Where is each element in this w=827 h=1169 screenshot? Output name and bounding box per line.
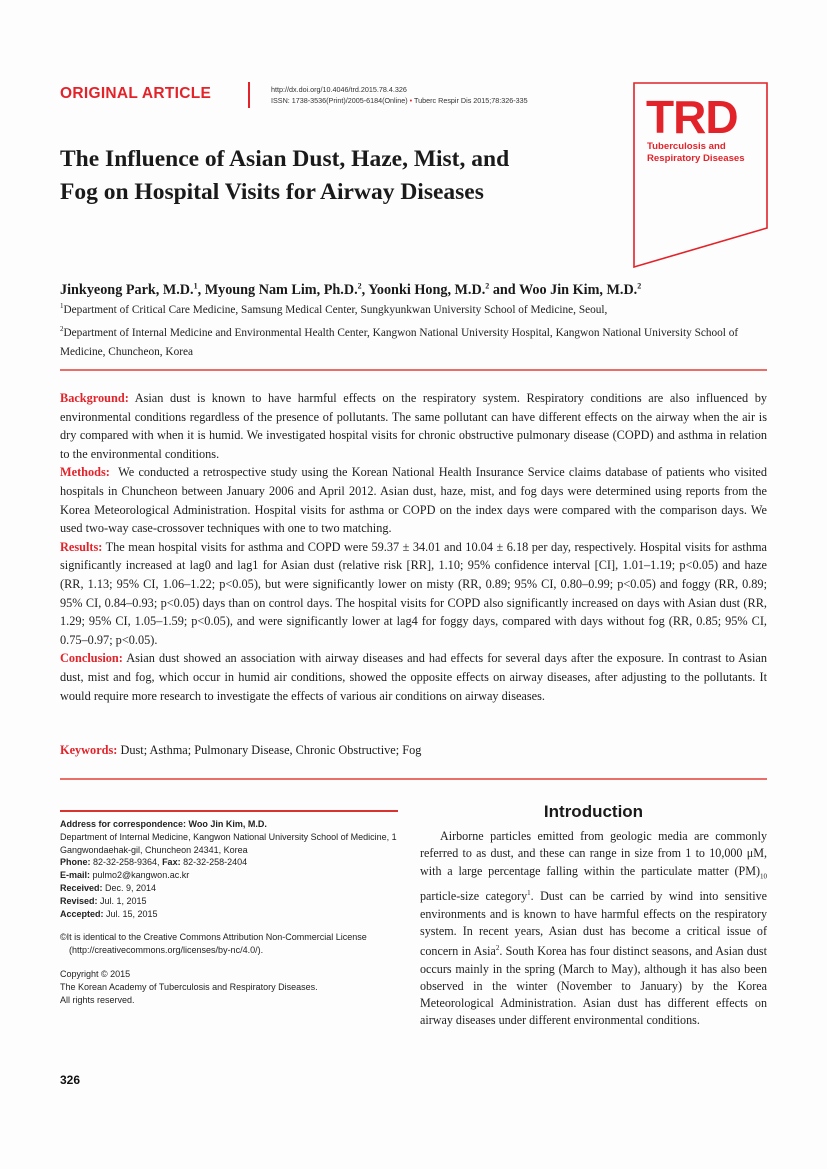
affiliation: $^1$Department of Critical Care Medicine, Samsung Medical Center, Sungkyunkwan University School of Medicine, Seoul,: [60, 302, 608, 316]
section-heading-introduction: Introduction: [543, 802, 644, 821]
citation-block: [271, 84, 528, 106]
author-list: [60, 277, 780, 299]
affiliation: $^2$Department of Internal Medicine and Environmental Health Center, Kangwon National University Hospital, Kangwon National University School of Medicine, Chuncheon, Korea: [60, 324, 739, 358]
page-number: 326: [60, 1073, 81, 1087]
abstract-conclusion: Conclusion: Asian dust showed an association with airway diseases and had effects for several days after the exposure. In contrast to Asian dust, mist and fog, which occur in humid air conditions, showed the opposite effects on airway diseases, after adjusting to the pollutants. It would require more research to investigate the effects of various air conditions on airway diseases.: [60, 651, 767, 703]
author: Yoonki Hong, M.D.$^2$ and: [368, 281, 519, 298]
article-type-label: ORIGINAL ARTICLE: [60, 85, 212, 102]
correspondence-box: Address for correspondence: Woo Jin Kim, M.D. Department of Internal Medicine, Kangwon National University School of Medicine, 1 Gangwondaehak-gil, Chuncheon 24341, Korea Phone: 82-32-258-9364, Fax: 82-32-258-2404 E-mail: pulmo2@kangwon.ac.kr Received: Dec. 9, 2014 Revised: Jul. 1, 2015 Accepted: Jul. 15, 2015 ©It is identical to the Creative Commons Attribution Non-Commercial License (http://creativecommons.org/licenses/by-nc/4.0/). Copyright © 2015 The Korean Academy of Tuberculosis and Respiratory Diseases. All rights reserved.: [60, 818, 405, 1006]
page-title: The Influence of Asian Dust, Haze, Mist, and Fog on Hospital Visits for Airway Diseases: [60, 146, 510, 205]
header-divider: [248, 82, 250, 108]
keywords: Keywords: Dust; Asthma; Pulmonary Disease, Chronic Obstructive; Fog: [60, 743, 422, 757]
license-text: ©It is identical to the Creative Commons Attribution Non-Commercial License (http://creativecommons.org/licenses/by-nc/4.0/).: [60, 932, 367, 956]
author: Myoung Nam Lim, Ph.D.$^2$,: [204, 281, 369, 298]
doi-link[interactable]: http://dx.doi.org/10.4046/trd.2015.78.4.326: [271, 85, 407, 94]
logo-acronym: TRD: [646, 91, 738, 143]
affiliations: [60, 297, 770, 362]
author: Woo Jin Kim, M.D.$^2$: [519, 281, 642, 298]
reference-link[interactable]: 1: [527, 889, 531, 898]
abstract: [60, 389, 771, 705]
issn-line: ISSN: 1738-3536(Print)/2005-6184(Online) • Tuberc Respir Dis 2015;78:326-335: [271, 96, 528, 105]
bullet-icon: •: [409, 96, 413, 105]
logo-journal-name: Tuberculosis and Respiratory Diseases: [647, 141, 745, 164]
divider-bottom: [60, 778, 767, 780]
author: Jinkyeong Park, M.D.$^1$,: [60, 281, 205, 298]
divider-top: [60, 369, 767, 371]
correspondence-divider: [60, 810, 398, 812]
reference-link[interactable]: 2: [495, 944, 500, 953]
introduction-paragraph: Airborne particles emitted from geologic media are commonly referred to as dust, and these can range in size from 1 to 10,000 μM, with a large percentage falling within the particulate matter $(PM)_{10}$ particle-size category$^1$. Dust can be carried by wind into sensitive environments and is known to have harmful effects on the respiratory system. In recent years, Asian dust has become a critical issue of concern in Asia$^2$. South Korea has four distinct seasons, and Asian dust occurs mainly in the spring (March to May), although it has also been observed in the winter (November to January) by the Korea Meteorological Administration. Asian dust has different effects on airway diseases under different environmental conditions.: [420, 829, 767, 1028]
journal-logo: [633, 82, 768, 268]
abstract-background: Background: Asian dust is known to have harmful effects on the respiratory system. Respiratory conditions are also influenced by environmental conditions regardless of the presence of pollutants. The same pollutant can have different effects on the airway when the air is dry compared with when it is humid. We investigated hospital visits for chronic obstructive pulmonary disease (COPD) and asthma in relation to the environmental conditions.: [60, 391, 767, 461]
abstract-methods: Methods: We conducted a retrospective study using the Korean National Health Insurance Service claims database of patients who visited hospitals in Chuncheon between January 2006 and April 2012. Asian dust, haze, mist, and fog days were determined using reports from the Korea Meteorological Administration. Hospital visits for asthma or COPD on the index days were compared with the comparison days. We used two-way case-crossover techniques with one to two matching.: [60, 465, 771, 536]
abstract-results: Results: The mean hospital visits for asthma and COPD were 59.37 ± 34.01 and 10.04 ± 6.18 per day, respectively. Hospital visits for asthma significantly increased at lag0 and lag1 for Asian dust (relative risk [RR], 1.10; 95% confidence interval [CI], 1.01–1.19; p<0.05) and haze (RR, 1.13; 95% CI, 1.06–1.22; p<0.05), but were significantly lower on misty (RR, 0.89; 95% CI, 0.80–0.99; p<0.05) and foggy (RR, 0.89; 95% CI, 0.84–0.93; p<0.05) days than on control days. The hospital visits for COPD also significantly increased on days with Asian dust (RR, 1.29; 95% CI, 1.05–1.59; p<0.05), and were significantly lower at lag4 for foggy days, compared with days without fog (RR, 0.85; 95% CI, 0.75–0.97; p<0.05).: [60, 539, 767, 647]
email-link[interactable]: pulmo2@kangwon.ac.kr: [90, 870, 190, 881]
